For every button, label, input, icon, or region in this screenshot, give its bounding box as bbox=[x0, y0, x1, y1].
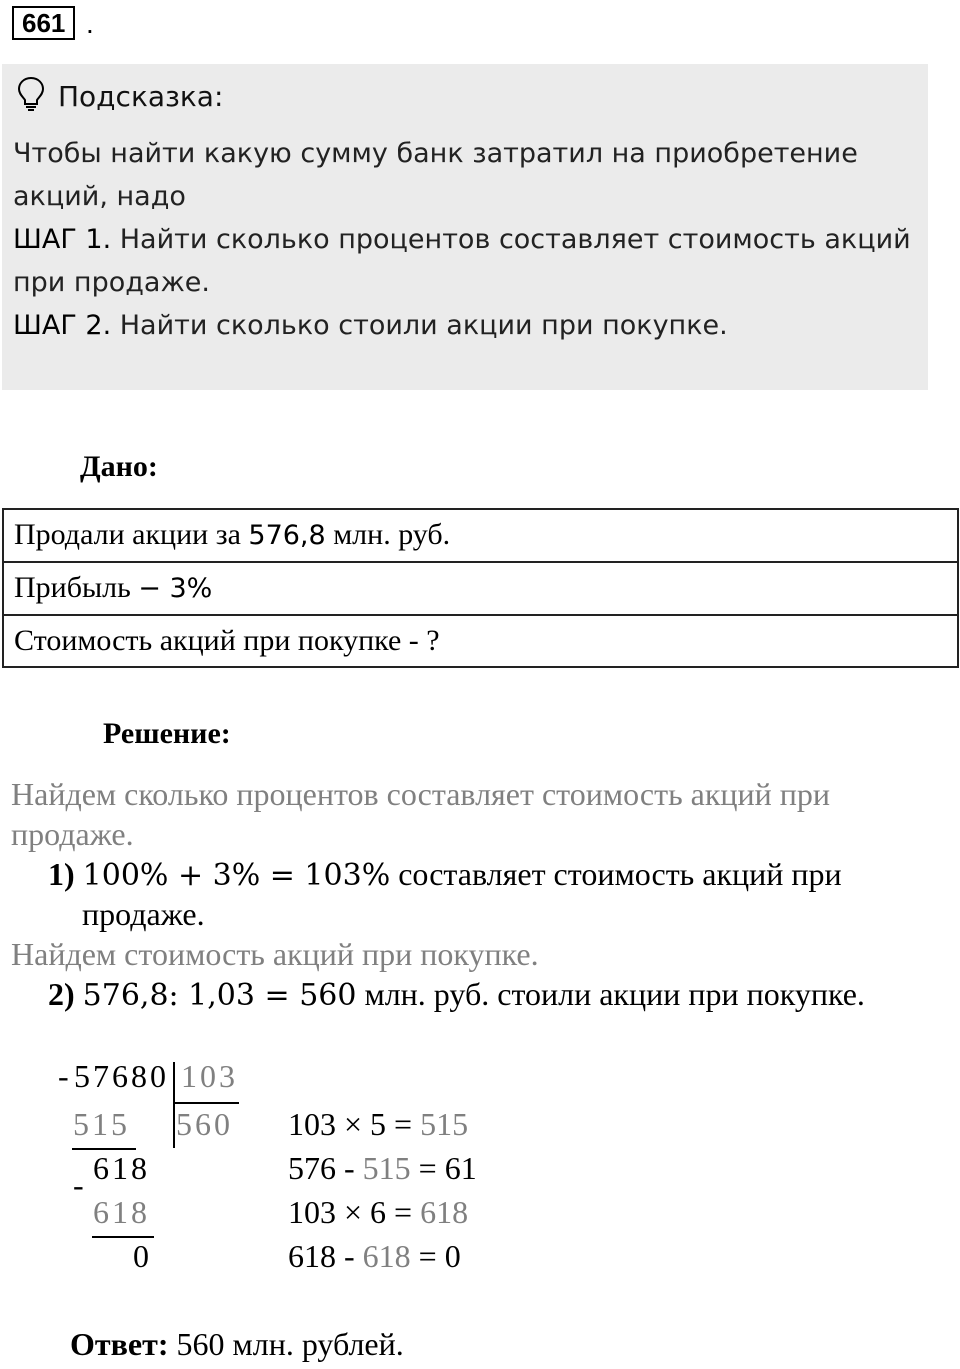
hint-panel bbox=[2, 64, 928, 390]
given-row-profit: Прибыль − 3% bbox=[3, 562, 958, 615]
step-1-text: Найти сколько процентов составляет стоимость акций bbox=[111, 224, 911, 255]
item-2-math: 576,8: 1,03 = 560 bbox=[82, 978, 357, 1013]
answer bbox=[70, 1326, 404, 1363]
solution-note-1-cont: продаже. bbox=[11, 816, 134, 852]
check-line: 618 - 618 = 0 bbox=[288, 1238, 461, 1274]
hint-line-1: Чтобы найти какую сумму банк затратил на приобретение bbox=[13, 138, 858, 169]
check-line: 103 × 5 = 515 bbox=[288, 1106, 469, 1142]
division-minus-top: - bbox=[58, 1058, 72, 1094]
given-row bbox=[3, 509, 958, 562]
division-bar bbox=[173, 1062, 175, 1148]
divisor-underline bbox=[173, 1102, 239, 1104]
problem-number: 661 bbox=[12, 6, 75, 40]
given-row bbox=[3, 562, 958, 615]
division-divisor: 103 bbox=[181, 1058, 238, 1094]
check-line: 103 × 6 = 618 bbox=[288, 1194, 469, 1230]
step-1-label: ШАГ 1. bbox=[13, 224, 112, 255]
solution-item-2: 2) 576,8: 1,03 = 560 млн. руб. стоили акции при покупке. bbox=[48, 976, 865, 1013]
given-heading: Дано: bbox=[80, 450, 158, 483]
given-row-sold: Продали акции за 576,8 млн. руб. bbox=[3, 509, 958, 562]
step-2-label: ШАГ 2. bbox=[13, 310, 112, 341]
hint-line-2: акций, надо bbox=[13, 181, 186, 212]
answer-label: Ответ: bbox=[70, 1326, 169, 1362]
hint-header bbox=[16, 78, 223, 114]
hint-title: Подсказка: bbox=[58, 79, 224, 113]
division-sub-1: 515 bbox=[73, 1106, 130, 1142]
division-remainder-1: 618 bbox=[93, 1150, 150, 1186]
hint-step-2 bbox=[13, 310, 728, 341]
given-row bbox=[3, 615, 958, 667]
given-row-question: Стоимость акций при покупке - ? bbox=[3, 615, 958, 667]
solution-note-2: Найдем стоимость акций при покупке. bbox=[11, 936, 539, 972]
hint-step-1-cont: при продаже. bbox=[13, 267, 210, 298]
step-2-text: Найти сколько стоили акции при покупке. bbox=[111, 310, 728, 341]
check-line: 576 - 515 = 61 bbox=[288, 1150, 477, 1186]
item-1-math: 100% + 3% = 103% bbox=[82, 858, 391, 893]
lightbulb-icon bbox=[16, 76, 46, 116]
solution-item-1-cont: продаже. bbox=[82, 896, 205, 932]
given-table bbox=[2, 508, 959, 668]
division-quotient: 560 bbox=[176, 1106, 233, 1142]
solution-note-1: Найдем сколько процентов составляет стоимость акций при bbox=[11, 776, 831, 812]
solution-heading: Решение: bbox=[103, 717, 231, 750]
division-final: 0 bbox=[133, 1238, 152, 1274]
solution-item-1: 1) 100% + 3% = 103% составляет стоимость акций при bbox=[48, 856, 842, 893]
division-dividend: 57680 bbox=[74, 1058, 169, 1094]
problem-number-dot: . bbox=[86, 8, 94, 39]
answer-text: 560 млн. рублей. bbox=[168, 1326, 404, 1362]
division-minus-mid: - bbox=[73, 1167, 87, 1203]
hint-step-1 bbox=[13, 224, 911, 255]
division-sub-2: 618 bbox=[93, 1194, 150, 1230]
